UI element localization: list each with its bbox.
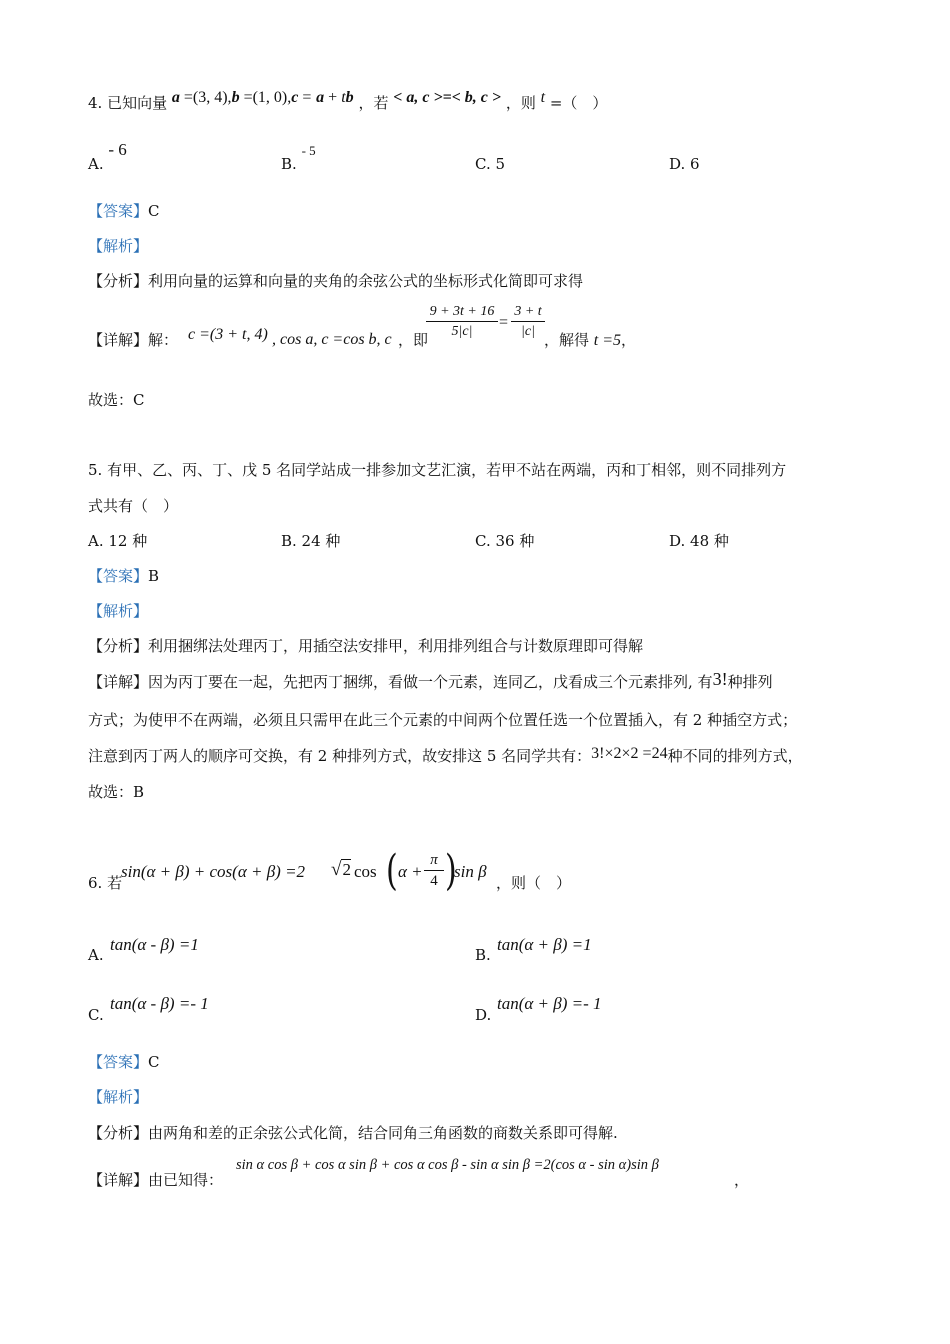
q6-option-c-value: tan(α - β) =- 1 <box>110 994 209 1013</box>
q4-vec-c-b: b <box>345 89 354 106</box>
q4-fenxi-text: 利用向量的运算和向量的夹角的余弦公式的坐标形式化简即可求得 <box>148 272 584 290</box>
q6-analysis-tag: 【解析】 <box>88 1088 149 1106</box>
q4-fraction-left <box>426 302 498 341</box>
q4-stem-t: t <box>540 89 546 106</box>
q5-detail-line2: 方式；为使甲不在两端，必须且只需甲在此三个元素的中间两个位置任选一个位置插入，有 2 种插空方式； <box>88 711 798 729</box>
q4-vec-b-val: =(1, 0), <box>239 89 292 106</box>
q6-stem-ze: ，则（ ） <box>496 874 572 892</box>
q6-stem-sqrt-value: 2 <box>342 860 351 879</box>
q4-fraction-right-den: |c| <box>511 321 545 341</box>
q6-detail-tag: 【详解】 <box>88 1171 149 1189</box>
q4-option-b-value: - 5 <box>301 143 316 158</box>
q6-stem-alpha-plus: α + <box>398 862 423 881</box>
q4-fraction-right-num: 3 + t <box>514 304 542 319</box>
q5-detail-tag: 【详解】 <box>88 673 149 691</box>
q6-detail-math: sin α cos β + cos α sin β + cos α cos β - sin α sin β =2(cos α - sin α)sin β <box>236 1157 659 1173</box>
q6-option-c <box>88 1005 104 1025</box>
q4-fraction-eq: = <box>499 314 509 331</box>
right-paren-icon: ) <box>445 846 457 896</box>
q4-fraction-left-den: 5|c| <box>426 321 498 341</box>
q6-answer-tag: 【答案】 <box>88 1053 149 1071</box>
q4-answer-value: C <box>148 202 160 220</box>
q4-option-a-label: A. <box>88 155 104 173</box>
q4-stem-eq: =（ ） <box>545 94 608 112</box>
q4-fenxi-tag: 【分析】 <box>88 272 149 290</box>
q4-analysis-tag: 【解析】 <box>88 237 149 255</box>
q4-option-b <box>281 143 316 175</box>
q4-stem-ze: ，则 <box>505 94 536 112</box>
q4-fraction-right <box>511 302 545 341</box>
q6-stem-prefix: 6. 若 <box>88 874 123 892</box>
q6-fenxi-text: 由两角和差的正余弦公式化简，结合同角三角函数的商数关系即可得解. <box>148 1124 618 1142</box>
q4-detail-solve <box>544 330 636 351</box>
q6-stem-four: 4 <box>424 870 444 891</box>
q4-detail <box>88 330 178 350</box>
q4-option-a-value: - 6 <box>108 140 127 159</box>
q4-detail-c: c =(3 + t, 4) <box>188 326 268 343</box>
q6-option-a <box>88 945 104 965</box>
q4-choose: 故选：C <box>88 391 145 409</box>
q5-option-c: C. 36 种 <box>475 532 535 550</box>
q5-option-b: B. 24 种 <box>281 532 341 550</box>
q5-detail-line3 <box>88 746 803 767</box>
q6-detail <box>88 1170 223 1190</box>
q5-answer-tag: 【答案】 <box>88 567 149 585</box>
q4-detail-cos: , cos a, c =cos b, c <box>272 331 392 348</box>
q6-fenxi <box>88 1123 618 1143</box>
q6-detail-end: ， <box>734 1171 750 1189</box>
q4-stem-ruo: ，若 <box>358 94 389 112</box>
q6-option-a-label: A. <box>88 946 104 964</box>
q5-fenxi-text: 利用捆绑法处理丙丁，用插空法安排甲，利用排列组合与计数原理即可得解 <box>148 637 644 655</box>
q5-analysis-tag: 【解析】 <box>88 602 149 620</box>
q6-option-b <box>475 945 491 965</box>
q6-stem-lhs: sin(α + β) + cos(α + β) =2 <box>121 862 306 881</box>
q5-fenxi <box>88 636 643 656</box>
q5-fenxi-tag: 【分析】 <box>88 637 149 655</box>
q4-option-b-label: B. <box>281 155 297 173</box>
q4-stem-prefix: 4. 已知向量 <box>88 94 168 112</box>
q6-option-b-label: B. <box>475 946 491 964</box>
q6-fenxi-tag: 【分析】 <box>88 1124 149 1142</box>
q5-detail-line1-b: 种排列 <box>727 673 773 691</box>
q5-detail-line1-a: 因为丙丁要在一起，先把丙丁捆绑，看做一个元素，连同乙，戊看成三个元素排列, 有 <box>148 673 713 691</box>
q5-stem-line1: 5. 有甲、乙、丙、丁、戊 5 名同学站成一排参加文艺汇演，若甲不站在两端，丙和丁相邻，则不同排列方 <box>88 461 787 479</box>
q6-answer-value: C <box>148 1053 160 1071</box>
q4-vec-c-t: t <box>341 89 346 106</box>
q5-choose: 故选：B <box>88 783 145 801</box>
q4-option-d: D. 6 <box>669 155 700 173</box>
q4-stem <box>88 89 608 114</box>
q6-stem-sin: sin β <box>454 862 487 881</box>
q5-detail-line1 <box>88 671 773 692</box>
q5-answer-value: B <box>148 567 160 585</box>
left-paren-icon: ( <box>386 846 398 896</box>
q6-option-a-value: tan(α - β) =1 <box>110 935 199 954</box>
q4-angle-condition: < a, c >=< b, c > <box>393 89 502 106</box>
q6-stem-pi: π <box>430 852 438 868</box>
q5-stem-line2: 式共有（ ） <box>88 497 179 515</box>
q4-detail-end: ， <box>621 331 637 349</box>
q4-detail-ji: ，即 <box>398 331 429 349</box>
q6-stem-cos: cos <box>354 862 377 881</box>
q4-fraction-left-num: 9 + 3t + 16 <box>429 304 495 319</box>
q4-vec-b: b <box>231 89 240 106</box>
q4-detail-tag: 【详解】 <box>88 331 149 349</box>
q4-vec-c: c <box>291 89 299 106</box>
q4-vec-a: a <box>171 89 180 106</box>
q6-detail-text: 由已知得： <box>148 1171 224 1189</box>
q4-vec-c-a: a <box>316 89 325 106</box>
q4-vec-c-plus: + <box>324 89 342 106</box>
q5-detail-line3-b: 种不同的排列方式， <box>667 747 803 765</box>
q4-detail-t: t =5 <box>593 332 622 349</box>
q4-option-a <box>88 140 127 174</box>
sqrt-icon: √ <box>331 859 342 880</box>
q6-option-d-label: D. <box>475 1006 492 1024</box>
q4-vec-c-eq: = <box>298 89 312 106</box>
q6-option-d-value: tan(α + β) =- 1 <box>497 994 602 1013</box>
q6-answer <box>88 1052 160 1072</box>
q5-option-a: A. 12 种 <box>88 532 148 550</box>
q4-detail-jie: 解： <box>148 331 179 349</box>
q4-answer-tag: 【答案】 <box>88 202 149 220</box>
q6-option-d <box>475 1005 491 1025</box>
q4-option-c: C. 5 <box>475 155 506 173</box>
q6-option-b-value: tan(α + β) =1 <box>497 935 592 954</box>
q4-answer <box>88 201 160 221</box>
q6-option-c-label: C. <box>88 1006 104 1024</box>
q5-detail-line3-math: 3!×2×2 =24 <box>591 745 668 762</box>
q4-vec-a-val: =(3, 4), <box>179 89 232 106</box>
q5-detail-line3-a: 注意到丙丁两人的顺序可交换，有 2 种排列方式，故安排这 5 名同学共有： <box>88 747 592 765</box>
q4-detail-solve-text: ，解得 <box>544 331 590 349</box>
q5-answer <box>88 566 159 586</box>
q5-option-d: D. 48 种 <box>669 532 729 550</box>
q5-detail-line1-math: 3! <box>712 669 728 689</box>
q6-stem-sqrt <box>331 860 351 880</box>
q4-fenxi <box>88 271 583 291</box>
q6-stem-fraction <box>424 850 444 891</box>
